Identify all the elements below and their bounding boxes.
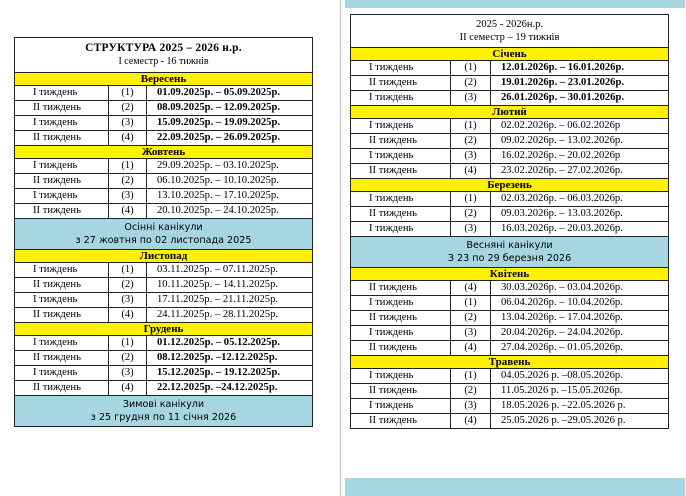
week-dates: 24.11.2025р. – 28.11.2025р. [147,308,313,323]
month-name: Лютий [351,106,669,119]
week-row [15,263,313,278]
week-number: (2) [451,384,491,399]
week-row [351,414,669,429]
week-label: І тиждень [351,192,451,207]
holiday-text [15,219,313,250]
week-label: І тиждень [351,369,451,384]
holiday-dates: з 27 жовтня по 02 листопада 2025 [75,235,252,246]
week-dates: 25.05.2026 р. –29.05.2026 р. [491,414,669,429]
week-dates: 09.02.2026р. – 13.02.2026р. [491,134,669,149]
holiday-dates: З 23 по 29 березня 2026 [447,253,572,264]
week-dates: 17.11.2025р. – 21.11.2025р. [147,293,313,308]
week-dates: 06.10.2025р. – 10.10.2025р. [147,174,313,189]
week-label: І тиждень [351,149,451,164]
week-number: (2) [109,174,147,189]
week-row [15,204,313,219]
month-name: Вересень [15,73,313,86]
week-label: І тиждень [15,336,109,351]
week-row [351,192,669,207]
holiday-band [351,237,669,268]
week-row [15,174,313,189]
holiday-dates: з 25 грудня по 11 січня 2026 [90,412,237,423]
week-label: ІІ тиждень [351,281,451,296]
week-label: І тиждень [351,119,451,134]
week-number: (1) [451,192,491,207]
week-row [351,369,669,384]
holiday-band [15,396,313,427]
week-number: (4) [109,381,147,396]
week-number: (3) [451,399,491,414]
month-header [15,323,313,336]
left-page [0,0,340,496]
week-row [15,293,313,308]
week-dates: 02.03.2026р. – 06.03.2026р. [491,192,669,207]
week-label: ІІ тиждень [15,174,109,189]
week-label: ІІ тиждень [15,351,109,366]
week-row [351,134,669,149]
right-page [345,0,685,496]
week-label: ІІ тиждень [15,308,109,323]
week-row [351,311,669,326]
week-label: ІІ тиждень [15,278,109,293]
week-dates: 10.11.2025р. – 14.11.2025р. [147,278,313,293]
week-number: (3) [451,326,491,341]
week-label: ІІ тиждень [351,414,451,429]
week-label: І тиждень [15,366,109,381]
month-header [351,179,669,192]
week-row [351,119,669,134]
week-number: (1) [451,296,491,311]
week-row [351,222,669,237]
month-name: Січень [351,48,669,61]
week-row [351,281,669,296]
week-number: (3) [109,189,147,204]
week-label: І тиждень [351,399,451,414]
week-dates: 13.04.2026р. – 17.04.2026р. [491,311,669,326]
week-row [15,351,313,366]
holiday-title: Зимові канікули [122,399,205,410]
week-label: ІІ тиждень [351,134,451,149]
week-dates: 08.12.2025р. –12.12.2025р. [147,351,313,366]
week-row [351,296,669,311]
week-dates: 22.12.2025р. –24.12.2025р. [147,381,313,396]
month-header [15,73,313,86]
week-number: (4) [109,308,147,323]
week-number: (1) [451,119,491,134]
top-band [345,0,685,8]
week-label: ІІ тиждень [351,341,451,356]
week-row [351,341,669,356]
week-row [351,384,669,399]
semester-2-header [351,15,669,48]
week-row [15,381,313,396]
week-number: (1) [109,159,147,174]
week-number: (4) [109,204,147,219]
week-dates: 27.04.2026р. – 01.05.2026р. [491,341,669,356]
week-dates: 19.01.2026р. – 23.01.2026р. [491,76,669,91]
week-dates: 01.12.2025р. – 05.12.2025р. [147,336,313,351]
week-label: ІІ тиждень [351,311,451,326]
semester-1-table [14,37,313,427]
semester-2-title: 2025 - 2026н.р. [476,19,543,30]
week-dates: 20.10.2025р. – 24.10.2025р. [147,204,313,219]
week-label: І тиждень [15,293,109,308]
week-number: (2) [109,101,147,116]
week-label: І тиждень [351,91,451,106]
month-header [15,146,313,159]
week-row [15,159,313,174]
week-row [15,336,313,351]
week-row [15,131,313,146]
week-label: ІІ тиждень [15,204,109,219]
week-number: (3) [109,116,147,131]
week-label: ІІ тиждень [351,76,451,91]
semester-2-subtitle: ІІ семестр – 19 тижнів [459,32,560,43]
week-number: (1) [451,369,491,384]
week-number: (2) [109,278,147,293]
week-number: (1) [109,336,147,351]
month-name: Листопад [15,250,313,263]
month-header [15,250,313,263]
week-label: І тиждень [15,159,109,174]
week-label: ІІ тиждень [15,131,109,146]
week-number: (3) [451,91,491,106]
week-label: І тиждень [351,222,451,237]
week-row [351,149,669,164]
week-row [15,116,313,131]
week-number: (4) [451,164,491,179]
week-label: ІІ тиждень [15,381,109,396]
week-row [351,399,669,414]
week-number: (1) [109,86,147,101]
holiday-title: Осінні канікули [124,222,203,233]
week-label: І тиждень [351,296,451,311]
holiday-text [15,396,313,427]
month-name: Травень [351,356,669,369]
week-number: (4) [451,341,491,356]
holiday-title: Весняні канікули [466,240,553,251]
page-divider [340,0,341,496]
week-number: (3) [451,222,491,237]
month-header [351,48,669,61]
week-number: (2) [451,207,491,222]
week-number: (4) [109,131,147,146]
week-number: (4) [451,414,491,429]
week-label: І тиждень [15,116,109,131]
month-name: Березень [351,179,669,192]
week-label: І тиждень [351,326,451,341]
month-name: Грудень [15,323,313,336]
week-dates: 08.09.2025р. – 12.09.2025р. [147,101,313,116]
week-number: (2) [451,311,491,326]
week-label: ІІ тиждень [351,384,451,399]
semester-1-title: СТРУКТУРА 2025 – 2026 н.р. [85,42,242,54]
week-dates: 29.09.2025р. – 03.10.2025р. [147,159,313,174]
week-dates: 15.12.2025р. – 19.12.2025р. [147,366,313,381]
month-header [351,356,669,369]
week-number: (2) [109,351,147,366]
week-dates: 03.11.2025р. – 07.11.2025р. [147,263,313,278]
week-label: І тиждень [351,61,451,76]
week-dates: 16.03.2026р. – 20.03.2026р. [491,222,669,237]
week-row [15,278,313,293]
week-label: ІІ тиждень [351,164,451,179]
week-dates: 09.03.2026р. – 13.03.2026р. [491,207,669,222]
week-dates: 26.01.2026р. – 30.01.2026р. [491,91,669,106]
week-dates: 20.04.2026р. – 24.04.2026р. [491,326,669,341]
week-number: (3) [109,366,147,381]
month-name: Жовтень [15,146,313,159]
week-label: ІІ тиждень [15,101,109,116]
semester-1-subtitle: І семестр - 16 тижнів [118,56,209,67]
week-label: І тиждень [15,86,109,101]
week-row [351,326,669,341]
week-number: (2) [451,76,491,91]
week-dates: 02.02.2026р. – 06.02.2026р [491,119,669,134]
week-dates: 04.05.2026 р. –08.05.2026р. [491,369,669,384]
week-number: (3) [451,149,491,164]
week-dates: 13.10.2025р. – 17.10.2025р. [147,189,313,204]
week-dates: 18.05.2026 р. –22.05.2026 р. [491,399,669,414]
week-dates: 23.02.2026р. – 27.02.2026р. [491,164,669,179]
week-number: (1) [451,61,491,76]
week-row [351,76,669,91]
week-row [351,91,669,106]
week-number: (1) [109,263,147,278]
holiday-text [351,237,669,268]
week-row [15,308,313,323]
week-dates: 16.02.2026р. – 20.02.2026р [491,149,669,164]
week-row [15,189,313,204]
week-label: І тиждень [15,263,109,278]
week-label: І тиждень [15,189,109,204]
month-header [351,106,669,119]
week-dates: 15.09.2025р. – 19.09.2025р. [147,116,313,131]
week-number: (4) [451,281,491,296]
semester-1-header [15,38,313,73]
month-header [351,268,669,281]
week-row [15,86,313,101]
week-row [15,366,313,381]
week-dates: 01.09.2025р. – 05.09.2025р. [147,86,313,101]
week-row [15,101,313,116]
week-label: ІІ тиждень [351,207,451,222]
holiday-band [15,219,313,250]
week-dates: 06.04.2026р. – 10.04.2026р. [491,296,669,311]
month-name: Квітень [351,268,669,281]
week-dates: 22.09.2025р. – 26.09.2025р. [147,131,313,146]
week-number: (3) [109,293,147,308]
week-row [351,207,669,222]
week-dates: 30.03.2026р. – 03.04.2026р. [491,281,669,296]
week-dates: 12.01.2026р. – 16.01.2026р. [491,61,669,76]
week-row [351,164,669,179]
week-row [351,61,669,76]
week-number: (2) [451,134,491,149]
bottom-band [345,478,685,496]
week-dates: 11.05.2026 р. –15.05.2026р. [491,384,669,399]
semester-2-table [350,14,669,429]
